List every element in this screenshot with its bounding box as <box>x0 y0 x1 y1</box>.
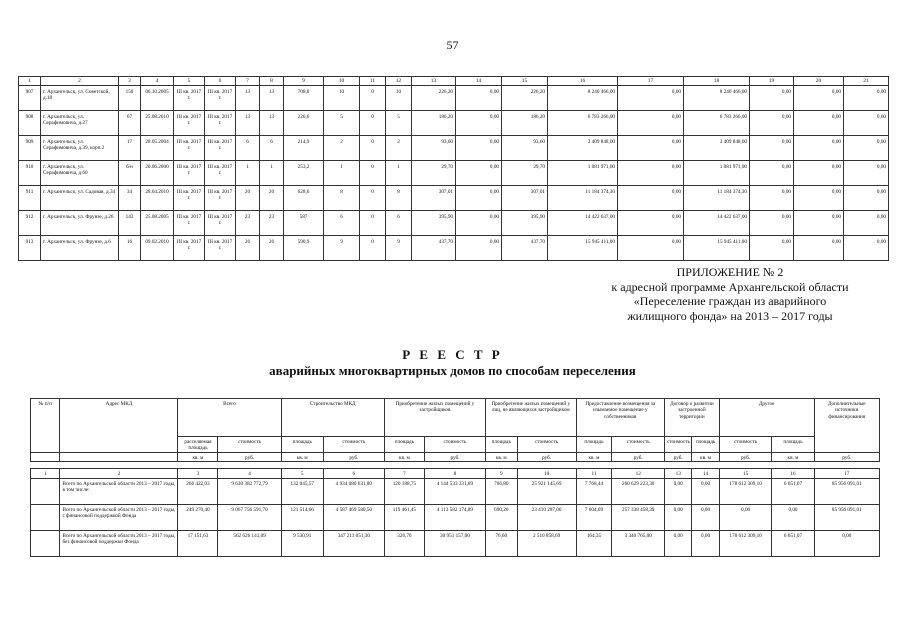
table-cell: 0,00 <box>456 186 502 211</box>
subheader-cost: стоимость <box>612 437 665 453</box>
table-cell: 6 783 266,00 <box>684 111 750 136</box>
value-cell: 76,60 <box>485 530 517 556</box>
table-cell: 0,00 <box>844 111 889 136</box>
table-cell: 23 <box>260 211 284 236</box>
table-cell: 8 <box>386 186 412 211</box>
table-cell: 34 <box>119 186 141 211</box>
value-cell: 0,00 <box>692 504 719 530</box>
column-number: 8 <box>260 77 284 86</box>
column-number: 3 <box>119 77 141 86</box>
subheader-area: площадь <box>576 437 612 453</box>
table-cell: III кв. 2017 г. <box>174 211 205 236</box>
value-cell: 9 530,91 <box>281 530 323 556</box>
table-cell: 20 <box>236 186 260 211</box>
table-cell: 0,00 <box>794 186 844 211</box>
table-cell: 0,00 <box>456 161 502 186</box>
table-cell: 0,00 <box>618 161 684 186</box>
table-cell: 0,00 <box>794 136 844 161</box>
table-cell: 226,20 <box>502 86 548 111</box>
table-cell: 0,00 <box>750 211 794 236</box>
table-cell: 11 184 374,30 <box>548 186 618 211</box>
table-cell: 25.08.2005 <box>141 211 174 236</box>
table-cell: 0,00 <box>750 161 794 186</box>
table-cell: 0,00 <box>456 111 502 136</box>
value-cell: 85 956 091,01 <box>814 478 879 504</box>
table-row <box>19 86 889 111</box>
table-cell: 0,00 <box>844 211 889 236</box>
table-cell: 20.06.2000 <box>141 161 174 186</box>
value-cell: 119 461,45 <box>384 504 424 530</box>
column-number: 4 <box>141 77 174 86</box>
column-number: 6 <box>323 469 384 478</box>
column-number: 16 <box>548 77 618 86</box>
header-acquired-builders: Приобретение жилых помещений у застройщиков <box>384 399 485 437</box>
column-number: 7 <box>384 469 424 478</box>
value-cell: 260 629 223,30 <box>612 478 665 504</box>
unit-rub: руб. <box>323 453 384 462</box>
subheader-area: площадь <box>281 437 323 453</box>
column-number: 15 <box>502 77 548 86</box>
column-number: 11 <box>360 77 386 86</box>
value-cell: 266 422,03 <box>178 478 218 504</box>
table-cell: III кв. 2017 г. <box>174 136 205 161</box>
table-cell: III кв. 2017 г. <box>174 186 205 211</box>
unit-sqm: кв. м <box>384 453 424 462</box>
table-cell: 16 <box>119 236 141 261</box>
table-cell: 708,0 <box>284 86 324 111</box>
table-cell: г. Архангельск, ул. Серафимовича, д.27 <box>41 111 119 136</box>
subheader-area: площадь <box>692 437 719 453</box>
table-cell: 0,00 <box>750 236 794 261</box>
value-cell: 690,20 <box>485 504 517 530</box>
table-cell: 17 <box>119 136 141 161</box>
unit-rub: руб. <box>814 453 879 462</box>
value-cell: 0,00 <box>665 530 692 556</box>
table-cell: 0,00 <box>844 136 889 161</box>
table-cell: III кв. 2017 г. <box>205 86 236 111</box>
table-cell: 5 <box>324 111 360 136</box>
value-cell: 0,00 <box>772 504 814 530</box>
table-cell: 9 <box>386 236 412 261</box>
table-cell: 6 <box>324 211 360 236</box>
column-number-row <box>31 469 880 478</box>
table-cell: 590,9 <box>284 236 324 261</box>
unit-sqm: кв. м <box>178 453 218 462</box>
column-number: 17 <box>618 77 684 86</box>
column-number: 11 <box>576 469 612 478</box>
header-extra-funds: Дополнительные источники финансирования <box>814 399 879 453</box>
value-cell: 326,70 <box>384 530 424 556</box>
table-cell: 26 <box>236 236 260 261</box>
table-cell: 1 081 971,00 <box>548 161 618 186</box>
table-cell: 67 <box>119 111 141 136</box>
value-cell: 0,00 <box>692 530 719 556</box>
table-row <box>19 161 889 186</box>
table-cell: 186,20 <box>412 111 456 136</box>
column-number: 18 <box>684 77 750 86</box>
table-cell: 1 <box>386 161 412 186</box>
header-compensation: Предоставление возмещения за изымаемое помещение у собственников <box>576 399 664 437</box>
table-cell: 6 783 266,00 <box>548 111 618 136</box>
value-cell: 0,00 <box>814 530 879 556</box>
table-cell: 150 <box>119 86 141 111</box>
value-cell: 4 113 582 174,89 <box>424 504 485 530</box>
table-cell: 23 <box>236 211 260 236</box>
table-cell: 909 <box>19 136 41 161</box>
table-cell: 307,01 <box>412 186 456 211</box>
table-cell: 1 <box>260 161 284 186</box>
subheader-cost: стоимость <box>665 437 692 453</box>
value-cell: 120 188,75 <box>384 478 424 504</box>
table-cell: 0,00 <box>750 111 794 136</box>
table-cell: III кв. 2017 г. <box>205 136 236 161</box>
table-cell: 0,00 <box>618 236 684 261</box>
subheader-area: площадь <box>772 437 814 453</box>
summary-row <box>31 504 880 530</box>
table-cell: г. Архангельск, ул. Фрунзе, д.6 <box>41 236 119 261</box>
table-cell: III кв. 2017 г. <box>174 161 205 186</box>
table-cell: 0,00 <box>844 186 889 211</box>
table-cell: 0,00 <box>456 86 502 111</box>
table-cell: 93,60 <box>412 136 456 161</box>
value-cell: 0,00 <box>719 504 772 530</box>
table-cell: 226,20 <box>412 86 456 111</box>
table-cell: III кв. 2017 г. <box>174 111 205 136</box>
appendix-line: «Переселение граждан из аварийного <box>633 294 827 308</box>
table-cell: 28.04.2010 <box>141 186 174 211</box>
subheader-area: площадь <box>485 437 517 453</box>
table-cell: 0,00 <box>618 211 684 236</box>
unit-sqm: кв. м <box>576 453 612 462</box>
appendix-line: жилищного фонда» на 2013 – 2017 годы <box>627 308 833 323</box>
table-cell: 0,00 <box>794 236 844 261</box>
table-cell: 0,00 <box>794 211 844 236</box>
table-cell: 3 409 848,00 <box>548 136 618 161</box>
row-label: Всего по Архангельской области 2013 – 2017 годы, без финансовой поддержки Фонда <box>60 530 178 556</box>
column-number: 14 <box>456 77 502 86</box>
table-cell: III кв. 2017 г. <box>205 236 236 261</box>
register-subtitle: аварийных многоквартирных домов по способам переселения <box>269 363 636 378</box>
table-cell: 13 <box>236 111 260 136</box>
table-cell: 20 <box>260 186 284 211</box>
table-cell: 912 <box>19 211 41 236</box>
table-cell: 226,6 <box>284 111 324 136</box>
table-cell: 1 081 971,00 <box>684 161 750 186</box>
unit-rub: руб. <box>719 453 772 462</box>
column-number: 13 <box>665 469 692 478</box>
table-cell: 911 <box>19 186 41 211</box>
table-cell: 907 <box>19 86 41 111</box>
unit-sqm: кв. м <box>485 453 517 462</box>
table-cell: 0 <box>360 136 386 161</box>
table-cell: 0,00 <box>456 136 502 161</box>
unit-rub: руб. <box>612 453 665 462</box>
header-acquired-other: Приобретение жилых помещений у лиц, не являющихся застройщиком <box>485 399 576 437</box>
value-cell: 121 514,66 <box>281 504 323 530</box>
table-cell: 5 <box>386 111 412 136</box>
value-cell: 0,00 <box>665 478 692 504</box>
appendix-line: к адресной программе Архангельской области <box>611 279 849 294</box>
table-cell: 26 <box>260 236 284 261</box>
table-cell: 908 <box>19 111 41 136</box>
table-cell: г. Архангельск, ул. Серафимовича, д.60 <box>41 161 119 186</box>
unit-rub: руб. <box>665 453 692 462</box>
column-number: 17 <box>814 469 879 478</box>
column-number: 8 <box>424 469 485 478</box>
value-cell: 164,35 <box>576 530 612 556</box>
column-number: 5 <box>174 77 205 86</box>
value-cell: 23 410 287,00 <box>517 504 576 530</box>
header-num: № п/п <box>31 399 60 453</box>
register-title: Р Е Е С Т Р <box>402 347 503 362</box>
table-cell: 10 <box>386 86 412 111</box>
table-cell: 395,90 <box>412 211 456 236</box>
table-cell: 437,70 <box>502 236 548 261</box>
header-construction: Строительство МКД <box>281 399 384 437</box>
table-cell: 0,00 <box>750 136 794 161</box>
table-cell: 09.02.2010 <box>141 236 174 261</box>
value-cell: 4 587 469 580,50 <box>323 504 384 530</box>
table-cell: 307,01 <box>502 186 548 211</box>
value-cell: 17 151,63 <box>178 530 218 556</box>
column-number: 3 <box>178 469 218 478</box>
value-cell: 0,00 <box>665 504 692 530</box>
table-cell: 15 945 411,00 <box>684 236 750 261</box>
table-cell: 14 422 637,00 <box>684 211 750 236</box>
table-cell: 587 <box>284 211 324 236</box>
table-cell: III кв. 2017 г. <box>205 186 236 211</box>
value-cell: 25 921 145,69 <box>517 478 576 504</box>
table-cell: 8 240 466,00 <box>548 86 618 111</box>
value-cell: 562 626 141,09 <box>218 530 281 556</box>
value-cell: 178 612 309,10 <box>719 530 772 556</box>
appendix-header <box>560 265 900 323</box>
column-number: 9 <box>284 77 324 86</box>
column-number: 13 <box>412 77 456 86</box>
value-cell: 766,80 <box>485 478 517 504</box>
table-cell: 2 <box>386 136 412 161</box>
table-cell: 0 <box>360 211 386 236</box>
table-cell: 0,00 <box>844 86 889 111</box>
subheader-cost: стоимость <box>719 437 772 453</box>
table-cell: 15 945 411,00 <box>548 236 618 261</box>
register-table <box>30 398 880 557</box>
table-cell: б/н <box>119 161 141 186</box>
column-number: 6 <box>205 77 236 86</box>
table-cell: 8 <box>324 186 360 211</box>
column-number: 10 <box>517 469 576 478</box>
table-cell: 0,00 <box>618 86 684 111</box>
column-number: 16 <box>772 469 814 478</box>
value-cell: 347 211 051,30 <box>323 530 384 556</box>
subheader-cost: стоимость <box>517 437 576 453</box>
table-cell: 913 <box>19 236 41 261</box>
row-label: Всего по Архангельской области 2013 – 2017 годы, в том числе: <box>60 478 178 504</box>
table-cell: 186,20 <box>502 111 548 136</box>
table-row <box>19 236 889 261</box>
column-number: 1 <box>19 77 41 86</box>
unit-sqm: кв. м <box>692 453 719 462</box>
value-cell: 30 951 157,00 <box>424 530 485 556</box>
subheader-resettled-area: расселяемая площадь <box>178 437 218 453</box>
table-cell: 6 <box>260 136 284 161</box>
column-number: 12 <box>386 77 412 86</box>
unit-rub: руб. <box>424 453 485 462</box>
table-cell: III кв. 2017 г. <box>205 111 236 136</box>
row-label: Всего по Архангельской области 2013 – 2017 годы, с финансовой поддержкой Фонда <box>60 504 178 530</box>
value-cell: 3 340 765,00 <box>612 530 665 556</box>
table-cell: 06.10.2005 <box>141 86 174 111</box>
column-number: 15 <box>719 469 772 478</box>
table-cell: 13 <box>236 86 260 111</box>
table-cell: 910 <box>19 161 41 186</box>
table-cell: 13 <box>260 86 284 111</box>
unit-sqm: кв. м <box>281 453 323 462</box>
column-number: 7 <box>236 77 260 86</box>
table-cell: 9 <box>324 236 360 261</box>
value-cell: 4 144 533 331,89 <box>424 478 485 504</box>
table-cell: г. Архангельск, ул. Фрунзе, д.26 <box>41 211 119 236</box>
table-cell: 6 <box>386 211 412 236</box>
header-address: Адрес МКД <box>60 399 178 453</box>
table-cell: 10 <box>324 86 360 111</box>
table-cell: 0 <box>360 86 386 111</box>
subheader-cost: стоимость <box>218 437 281 453</box>
value-cell: 178 612 309,10 <box>719 478 772 504</box>
table-cell: 0,00 <box>618 111 684 136</box>
column-number: 12 <box>612 469 665 478</box>
table-cell: 25.08.2010 <box>141 111 174 136</box>
value-cell: 85 956 091,01 <box>814 504 879 530</box>
page-number: 57 <box>446 38 459 52</box>
table-row <box>19 136 889 161</box>
table-cell: 6 <box>236 136 260 161</box>
column-number: 9 <box>485 469 517 478</box>
value-cell: 249 270,40 <box>178 504 218 530</box>
table-cell: 0,00 <box>456 236 502 261</box>
column-number: 2 <box>60 469 178 478</box>
table-cell: 143 <box>119 211 141 236</box>
table-cell: III кв. 2017 г. <box>205 161 236 186</box>
value-cell: 9 067 756 591,70 <box>218 504 281 530</box>
value-cell: 2 510 858,69 <box>517 530 576 556</box>
table-cell: 0,00 <box>618 136 684 161</box>
table-cell: 628,6 <box>284 186 324 211</box>
unit-rub: руб. <box>517 453 576 462</box>
table-cell: III кв. 2017 г. <box>205 211 236 236</box>
table-cell: г. Архангельск, ул. Серафимовича, д.39, корп.2 <box>41 136 119 161</box>
value-cell: 4 934 680 631,80 <box>323 478 384 504</box>
table-cell: 0,00 <box>794 161 844 186</box>
subheader-cost: стоимость <box>424 437 485 453</box>
table-cell: г. Архангельск, ул. Советской, д.18 <box>41 86 119 111</box>
appendix-title: ПРИЛОЖЕНИЕ № 2 <box>676 265 784 279</box>
table-cell: 0,00 <box>750 186 794 211</box>
column-number: 4 <box>218 469 281 478</box>
housing-list-table <box>18 76 889 261</box>
table-cell: 253,2 <box>284 161 324 186</box>
table-cell: 28.05.2004 <box>141 136 174 161</box>
table-cell: 0,00 <box>844 236 889 261</box>
column-number: 2 <box>41 77 119 86</box>
table-cell: 214,9 <box>284 136 324 161</box>
value-cell: 9 630 382 772,79 <box>218 478 281 504</box>
header-contract: Договор о развитии застроенной территории <box>665 399 720 437</box>
table-cell: 0,00 <box>794 111 844 136</box>
column-number: 21 <box>844 77 889 86</box>
column-number-row <box>19 77 889 86</box>
table-cell: 0 <box>360 111 386 136</box>
column-number: 14 <box>692 469 719 478</box>
table-cell: 0,00 <box>618 186 684 211</box>
value-cell: 6 651,07 <box>772 530 814 556</box>
table-cell: 1 <box>236 161 260 186</box>
table-cell: 0,00 <box>844 161 889 186</box>
table-cell: 0,00 <box>750 86 794 111</box>
table-cell: 0 <box>360 186 386 211</box>
value-cell: 132 045,57 <box>281 478 323 504</box>
subheader-area: площадь <box>384 437 424 453</box>
table-cell: 29,70 <box>502 161 548 186</box>
table-cell: 93,60 <box>502 136 548 161</box>
table-row <box>19 211 889 236</box>
header-other: Другое <box>719 399 814 437</box>
column-number: 19 <box>750 77 794 86</box>
table-row <box>19 111 889 136</box>
table-cell: 0,00 <box>794 86 844 111</box>
table-cell: 13 <box>260 111 284 136</box>
table-cell: III кв. 2017 г. <box>174 236 205 261</box>
table-cell: 8 240 466,00 <box>684 86 750 111</box>
value-cell: 6 651,07 <box>772 478 814 504</box>
table-cell: 395,90 <box>502 211 548 236</box>
summary-row <box>31 530 880 556</box>
table-cell: 3 409 848,00 <box>684 136 750 161</box>
summary-row <box>31 478 880 504</box>
column-number: 10 <box>324 77 360 86</box>
units-row <box>31 453 880 462</box>
subheader-cost: стоимость <box>323 437 384 453</box>
table-cell: 11 184 374,30 <box>684 186 750 211</box>
column-number: 20 <box>794 77 844 86</box>
table-cell: 0 <box>360 236 386 261</box>
header-total: Всего <box>178 399 281 437</box>
table-cell: 0,00 <box>456 211 502 236</box>
table-cell: 2 <box>324 136 360 161</box>
value-cell: 7 604,09 <box>576 504 612 530</box>
value-cell: 257 338 458,39 <box>612 504 665 530</box>
table-cell: 1 <box>324 161 360 186</box>
unit-rub: руб. <box>218 453 281 462</box>
table-row <box>19 186 889 211</box>
table-cell: 14 422 637,00 <box>548 211 618 236</box>
column-number: 1 <box>31 469 60 478</box>
header-row <box>31 399 880 437</box>
value-cell: 0,00 <box>692 478 719 504</box>
table-cell: 0 <box>360 161 386 186</box>
table-cell: г. Архангельск, ул. Садовая, д.34 <box>41 186 119 211</box>
table-cell: 437,70 <box>412 236 456 261</box>
table-cell: III кв. 2017 г. <box>174 86 205 111</box>
column-number: 5 <box>281 469 323 478</box>
value-cell: 7 768,44 <box>576 478 612 504</box>
table-cell: 29,70 <box>412 161 456 186</box>
unit-sqm: кв. м <box>772 453 814 462</box>
